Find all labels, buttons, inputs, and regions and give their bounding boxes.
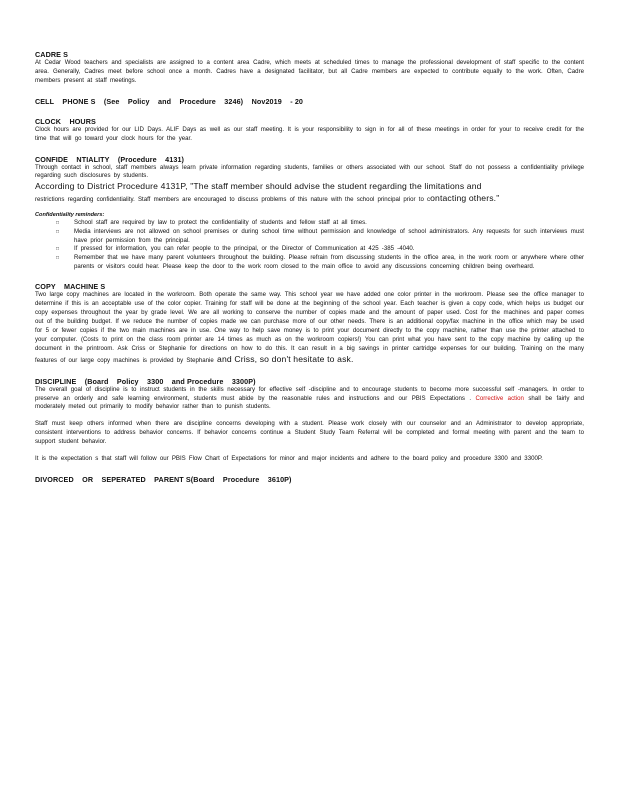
confidentiality-reminders-heading: Confidentiality reminders:: [35, 212, 105, 219]
section-body-clock-hours: Clock hours are provided for our LID Days. ALIF Days as well as our staff meeting. It is your responsibility to sign in for all of these meetings in order for your to receive credit for the time that will go toward your clock hours for the year.: [35, 125, 584, 142]
list-item: [56, 219, 584, 228]
section-body-discipline-staff: Staff must keep others informed when there are discipline concerns developing with a student. Please work closely with our counselor and an Administrator to develop appropriate, consistent interventions to address behavior concerns. If behavior concerns continue a Student Study Team Referral will be completed and formal meeting with parent and the team to support student behavior.: [35, 420, 584, 446]
bullet-icon: □: [56, 220, 60, 227]
section-heading-cell-phones: CELL PHONE S (See Policy and Procedure 3246) Nov2019 - 20: [35, 96, 304, 106]
reminder-text: Media interviews are not allowed on school premises or during school time without permission and knowledge of school administrators. Any requests for such interviews must have prior permission from the principal.: [74, 227, 584, 244]
bullet-icon: □: [56, 228, 60, 235]
reminder-text: Remember that we have many parent volunteers throughout the building. Please refrain from discussing students in the office area, in the work room or anywhere where other parents or visitors could hear. Please keep the door to the work room closed to the main office to avoid any discussions concerning children being overheard.: [74, 253, 584, 270]
section-body-confidentiality: [35, 164, 584, 206]
confidentiality-text-d: ontacting others.": [430, 193, 500, 204]
reminder-text: If pressed for information, you can refer people to the principal, or the Director of Communication at 425 -385 -4040.: [74, 245, 415, 253]
list-item: [56, 245, 584, 254]
bullet-icon: □: [56, 246, 60, 253]
section-discipline: [35, 377, 584, 464]
section-body-cadres: At Cedar Wood teachers and specialists are assigned to a content area Cadre, which meets at scheduled times to manage the professional development of staff specific to the content area. Generally, Cadres meet before school once a month. Cadres have a designated facilitator, but all Cadre members are expected to contribute equally to the work. Often, Cadre members present at staff meetings.: [35, 59, 584, 84]
section-heading-confidentiality: CONFIDE NTIALITY (Procedure 4131): [35, 154, 185, 164]
confidentiality-text-c: restrictions regarding confidentiality. Staff members are encouraged to discuss problems of this nature with the school principal prior to c: [35, 196, 431, 204]
confidentiality-reminders-list: [35, 219, 584, 271]
corrective-action-highlight: Corrective action: [475, 394, 524, 402]
section-body-copy-machines: [35, 291, 584, 365]
section-heading-discipline: DISCIPLINE (Board Policy 3300 and Procedure 3300P): [35, 376, 256, 386]
copy-machines-tail: and Criss, so don't hesitate to ask.: [217, 353, 354, 364]
section-cell-phones: [35, 97, 584, 106]
reminder-text: School staff are required by law to protect the confidentiality of students and fellow staff at all times.: [74, 219, 367, 227]
section-confidentiality: [35, 155, 584, 272]
section-divorced-parents: [35, 475, 584, 484]
copy-machines-text: Two large copy machines are located in the workroom. Both operate the same way. This school year we have added one color printer in the workroom. Please see the office manager to determine if this is an acceptable use of the color copier. Training for staff will be done at the beginning of the school year. Each teacher is given a copy code, which helps us budget our copy expenses throughout the year by grade level. We are all working to conserve the number of copies made and the amount of paper used. Cost for the machines and paper comes out of the building budget. If we reduce the number of copies made we can purchase more of our other needs. There is an additional copy/fax machine in the office which may be used for 5 or fewer copies if the two main machines are in use. One way to help save money is to print your document directly to the copy machine, rather than use the printer attached to your computer. (Costs to print on the class room printer are 14 times as much as on the workroom copiers!) You can print what you have sent to the copy machine by calling up the document in the printroom. Ask Criss or Stephanie for directions on how to do this. It can result in a big savings in printer cartridge expenses for our building. Training on the many features of our large copy machines is provided by Stephanie: [35, 291, 584, 364]
section-copy-machines: [35, 282, 584, 365]
confidentiality-quote: According to District Procedure 4131P, "The staff member should advise the student regarding the limitations and: [35, 181, 482, 192]
list-item: [56, 254, 584, 271]
section-heading-divorced-parents: DIVORCED OR SEPERATED PARENT S(Board Procedure 3610P): [35, 474, 292, 484]
section-body-discipline-expectations: It is the expectation s that staff will follow our PBIS Flow Chart of Expectations for minor and major incidents and adhere to the board policy and procedure 3300 and 3300P.: [35, 455, 543, 463]
section-heading-clock-hours: CLOCK HOURS: [35, 116, 96, 126]
list-item: [56, 228, 584, 245]
discipline-text-a: The overall goal of discipline is to instruct students in the skills necessary for effective self -discipline and to encourage students to become more successful self -managers. In order to preserve an orderly and safe learning environment, students must abide by the reasonable rules and instructions and our PBIS Expectations .: [35, 385, 584, 402]
discipline-text-b: shall be fairly and moderately meted out primarily to modify behavior rather than to punish students.: [35, 394, 584, 411]
bullet-icon: □: [56, 254, 60, 261]
section-body-discipline: [35, 386, 584, 413]
confidentiality-text-a: Through contact in school, staff members always learn private information regarding students, families or others associated with our school. Staff do not possess a confidentiality privilege regarding such disclosures by students.: [35, 163, 584, 180]
section-heading-cadres: CADRE S: [35, 50, 69, 59]
section-heading-copy-machines: COPY MACHINE S: [35, 282, 106, 292]
section-clock-hours: [35, 117, 584, 144]
section-cadres: [35, 50, 584, 86]
